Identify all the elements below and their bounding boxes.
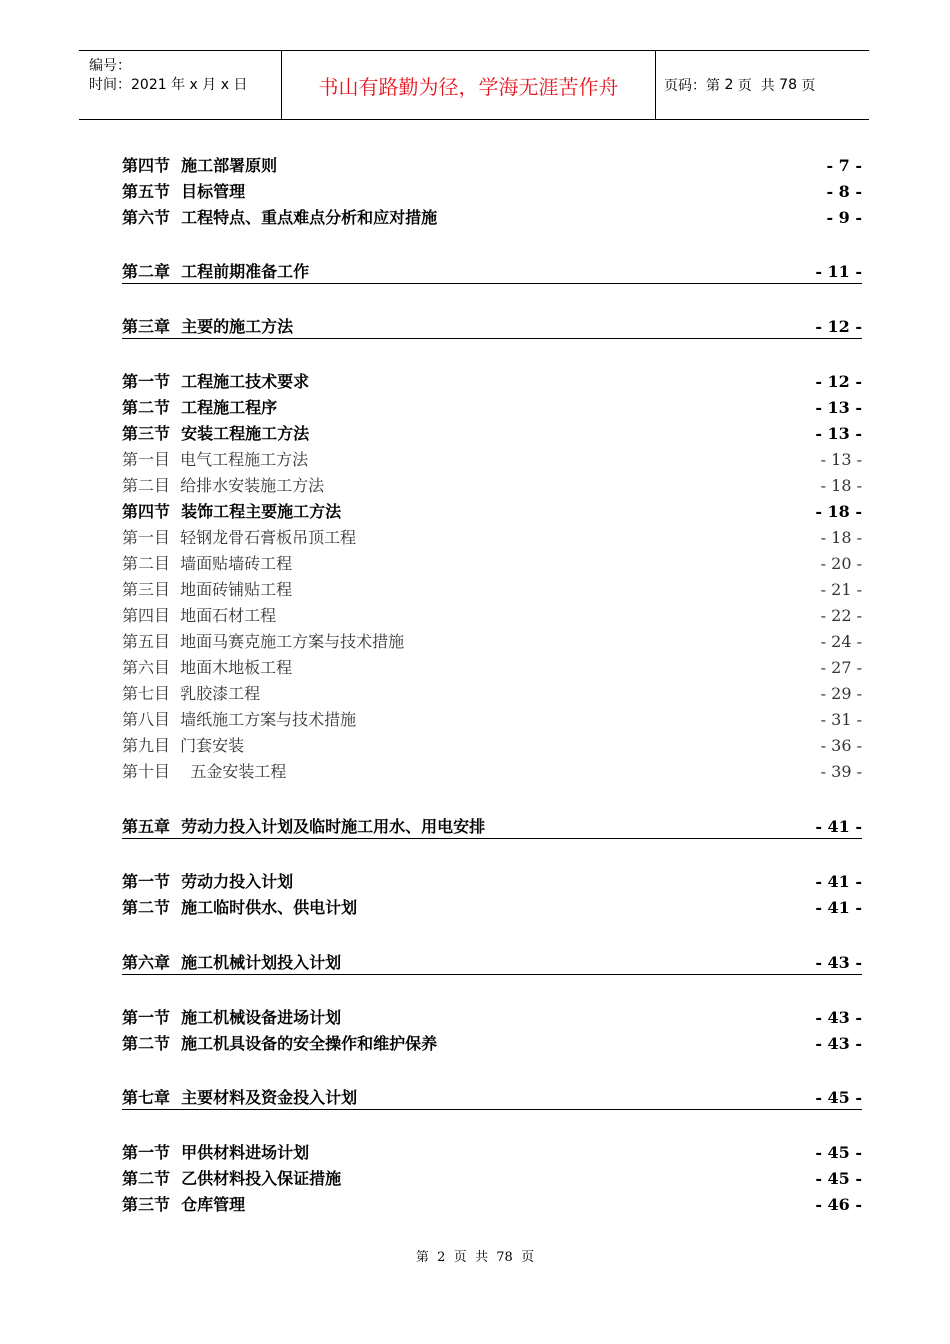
- toc-chapter-label: 第五章 劳动力投入计划及临时施工用水、用电安排: [122, 817, 486, 836]
- footer-total-pages: 78: [492, 1250, 513, 1265]
- toc-chapter[interactable]: [122, 314, 862, 339]
- toc-subentry-page: - 27 -: [820, 658, 862, 677]
- toc-chapter-page: - 45 -: [815, 1088, 862, 1107]
- toc-entry-page: - 41 -: [815, 872, 862, 891]
- toc-entry-page: - 9 -: [826, 208, 862, 227]
- toc-entry-label: 第二节 工程施工程序: [122, 398, 278, 417]
- toc-subentry-label: 第一目 轻钢龙骨石膏板吊顶工程: [122, 528, 357, 547]
- toc-entry[interactable]: [122, 499, 862, 523]
- header-page-suffix: 页: [796, 78, 816, 94]
- toc-entry[interactable]: [122, 1192, 862, 1216]
- toc-entry-page: - 7 -: [826, 156, 862, 175]
- toc-subentry-page: - 20 -: [820, 554, 862, 573]
- toc-subentry-page: - 29 -: [820, 684, 862, 703]
- footer-suffix: 页: [516, 1250, 535, 1265]
- toc-subentry-page: - 22 -: [820, 606, 862, 625]
- footer-current-page: 2: [433, 1250, 446, 1265]
- page-header: [79, 50, 869, 120]
- toc-subentry-label: 第三目 地面砖铺贴工程: [122, 580, 293, 599]
- toc-entry[interactable]: [122, 395, 862, 419]
- toc-subentry-page: - 21 -: [820, 580, 862, 599]
- toc-chapter-label: 第二章 工程前期准备工作: [122, 262, 310, 281]
- toc-entry[interactable]: [122, 1140, 862, 1164]
- document-number-label: 编号：: [89, 58, 131, 74]
- toc-chapter[interactable]: [122, 259, 862, 284]
- toc-chapter-page: - 43 -: [815, 953, 862, 972]
- toc-entry-label: 第二节 乙供材料投入保证措施: [122, 1169, 342, 1188]
- toc-entry-page: - 13 -: [815, 398, 862, 417]
- toc-subentry-label: 第六目 地面木地板工程: [122, 658, 293, 677]
- header-page-total: 78: [774, 77, 797, 93]
- toc-entry-label: 第六节 工程特点、重点难点分析和应对措施: [122, 208, 438, 227]
- toc-entry-page: - 13 -: [815, 424, 862, 443]
- toc-subentry[interactable]: [122, 629, 862, 653]
- header-page-current: 2: [720, 77, 734, 93]
- toc-entry-page: - 45 -: [815, 1143, 862, 1162]
- toc-subentry-label: 第九目 门套安装: [122, 736, 245, 755]
- toc-subentry-label: 第八目 墙纸施工方案与技术措施: [122, 710, 357, 729]
- toc-subentry-label: 第一目 电气工程施工方法: [122, 450, 309, 469]
- toc-entry[interactable]: [122, 205, 862, 229]
- toc-entry-label: 第一节 工程施工技术要求: [122, 372, 310, 391]
- toc-entry[interactable]: [122, 153, 862, 177]
- toc-subentry[interactable]: [122, 551, 862, 575]
- toc-entry[interactable]: [122, 869, 862, 893]
- toc-chapter-page: - 41 -: [815, 817, 862, 836]
- toc-subentry-label: 第七目 乳胶漆工程: [122, 684, 261, 703]
- toc-subentry[interactable]: [122, 759, 862, 783]
- header-motto: 书山有路勤为径，学海无涯苦作舟: [281, 51, 656, 119]
- toc-subentry-page: - 18 -: [820, 528, 862, 547]
- header-page-info: [656, 51, 869, 119]
- toc-subentry-label: 第二目 墙面贴墙砖工程: [122, 554, 293, 573]
- toc-subentry-label: 第五目 地面马赛克施工方案与技术措施: [122, 632, 405, 651]
- toc-chapter[interactable]: [122, 814, 862, 839]
- toc-entry-page: - 8 -: [826, 182, 862, 201]
- toc-subentry-label: 第十目 五金安装工程: [122, 762, 287, 781]
- toc-entry[interactable]: [122, 1166, 862, 1190]
- toc-subentry[interactable]: [122, 447, 862, 471]
- toc-subentry[interactable]: [122, 525, 862, 549]
- toc-entry-page: - 12 -: [815, 372, 862, 391]
- page-footer: [0, 1246, 950, 1265]
- toc-entry-label: 第一节 施工机械设备进场计划: [122, 1008, 342, 1027]
- toc-entry-label: 第三节 仓库管理: [122, 1195, 246, 1214]
- toc-chapter-page: - 11 -: [815, 262, 862, 281]
- toc-entry-page: - 18 -: [815, 502, 862, 521]
- document-date: 时间：2021 年 x 月 x 日: [89, 77, 248, 93]
- toc-subentry-label: 第二目 给排水安装施工方法: [122, 476, 325, 495]
- toc-subentry-page: - 13 -: [820, 450, 862, 469]
- footer-mid: 页 共: [449, 1250, 488, 1265]
- toc-subentry-page: - 18 -: [820, 476, 862, 495]
- toc-entry[interactable]: [122, 895, 862, 919]
- toc-chapter[interactable]: [122, 950, 862, 975]
- toc-subentry[interactable]: [122, 577, 862, 601]
- toc-entry-label: 第二节 施工机具设备的安全操作和维护保养: [122, 1034, 438, 1053]
- toc-entry-page: - 41 -: [815, 898, 862, 917]
- toc-chapter-page: - 12 -: [815, 317, 862, 336]
- toc-entry-label: 第四节 施工部署原则: [122, 156, 278, 175]
- toc-entry-label: 第一节 甲供材料进场计划: [122, 1143, 310, 1162]
- toc-subentry-page: - 31 -: [820, 710, 862, 729]
- toc-chapter-label: 第三章 主要的施工方法: [122, 317, 294, 336]
- toc-chapter-label: 第六章 施工机械计划投入计划: [122, 953, 342, 972]
- toc-subentry[interactable]: [122, 733, 862, 757]
- toc-subentry-page: - 36 -: [820, 736, 862, 755]
- toc-subentry[interactable]: [122, 473, 862, 497]
- toc-subentry[interactable]: [122, 707, 862, 731]
- toc-subentry[interactable]: [122, 603, 862, 627]
- toc-entry-page: - 43 -: [815, 1008, 862, 1027]
- toc-entry-label: 第一节 劳动力投入计划: [122, 872, 294, 891]
- header-page-mid: 页 共: [733, 78, 775, 94]
- toc-subentry-label: 第四目 地面石材工程: [122, 606, 277, 625]
- header-page-prefix: 页码：第: [664, 78, 720, 94]
- toc-entry-page: - 46 -: [815, 1195, 862, 1214]
- toc-subentry[interactable]: [122, 681, 862, 705]
- toc-subentry-page: - 39 -: [820, 762, 862, 781]
- toc-entry[interactable]: [122, 369, 862, 393]
- toc-entry-page: - 45 -: [815, 1169, 862, 1188]
- toc-entry[interactable]: [122, 1031, 862, 1055]
- toc-entry-label: 第二节 施工临时供水、供电计划: [122, 898, 358, 917]
- toc-entry-label: 第三节 安装工程施工方法: [122, 424, 310, 443]
- toc-chapter[interactable]: [122, 1085, 862, 1110]
- footer-prefix: 第: [415, 1250, 429, 1265]
- toc-subentry-page: - 24 -: [820, 632, 862, 651]
- toc-entry-page: - 43 -: [815, 1034, 862, 1053]
- toc-entry[interactable]: [122, 1005, 862, 1029]
- toc-subentry[interactable]: [122, 655, 862, 679]
- toc-entry[interactable]: [122, 421, 862, 445]
- toc-chapter-label: 第七章 主要材料及资金投入计划: [122, 1088, 358, 1107]
- header-meta: [79, 51, 281, 119]
- toc-entry-label: 第五节 目标管理: [122, 182, 246, 201]
- toc-entry-label: 第四节 装饰工程主要施工方法: [122, 502, 342, 521]
- toc-entry[interactable]: [122, 179, 862, 203]
